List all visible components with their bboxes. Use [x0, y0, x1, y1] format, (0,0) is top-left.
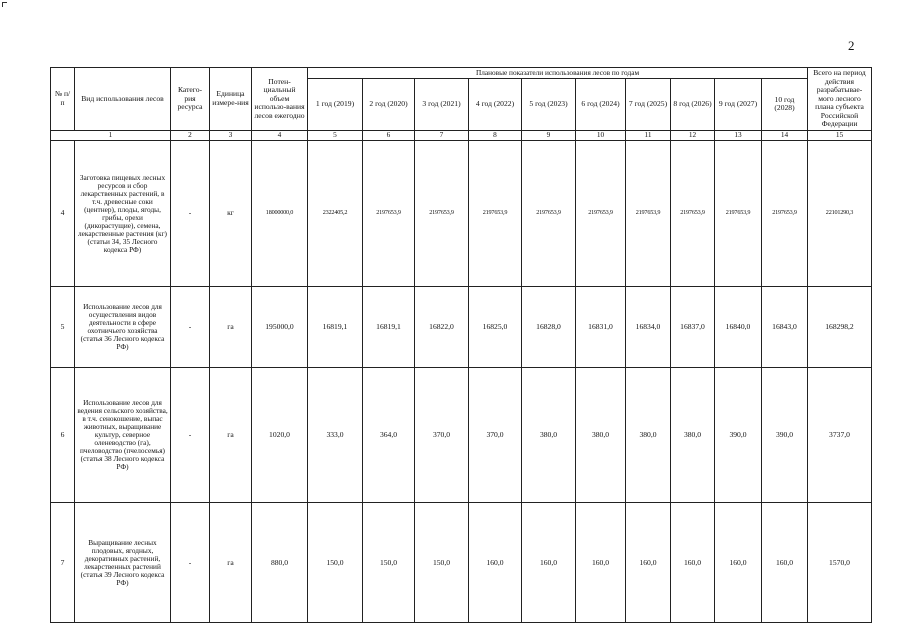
column-number: 6 [363, 130, 415, 140]
column-number: 3 [210, 130, 252, 140]
row-year-value: 16825,0 [469, 287, 522, 367]
page-number: 2 [848, 38, 855, 53]
row-year-value: 2322405,2 [308, 140, 363, 287]
row-potential: 18000000,0 [252, 140, 308, 287]
header-row-1 [51, 68, 872, 79]
row-year-value: 364,0 [363, 367, 415, 503]
header-total: Всего на период действия разрабатывае-мого лесного плана субъекта Российской Федерации [808, 68, 872, 131]
header-year: 4 год (2022) [469, 79, 522, 130]
row-unit: га [210, 367, 252, 503]
row-use-kind: Использование лесов для осуществления видов деятельности в сфере охотничьего хозяйства (статья 36 Лесного кодекса РФ) [75, 287, 171, 367]
row-year-value: 390,0 [715, 367, 762, 503]
row-year-value: 333,0 [308, 367, 363, 503]
table-row [51, 367, 872, 503]
row-year-value: 160,0 [626, 503, 671, 623]
table-row [51, 140, 872, 287]
column-number-row [51, 130, 872, 140]
row-use-kind: Выращивание лесных плодовых, ягодных, декоративных растений, лекарственных растений (статья 39 Лесного кодекса РФ) [75, 503, 171, 623]
row-year-value: 2197653,9 [626, 140, 671, 287]
row-year-value: 16819,1 [308, 287, 363, 367]
row-total: 22101290,3 [808, 140, 872, 287]
row-year-value: 2197653,9 [522, 140, 576, 287]
header-potential: Потен-циальный объем использо-вания лесов ежегодно [252, 68, 308, 131]
row-total: 168298,2 [808, 287, 872, 367]
row-year-value: 150,0 [308, 503, 363, 623]
row-year-value: 2197653,9 [363, 140, 415, 287]
row-total: 1570,0 [808, 503, 872, 623]
row-year-value: 380,0 [671, 367, 715, 503]
row-num: 7 [51, 503, 75, 623]
row-year-value: 370,0 [415, 367, 469, 503]
row-year-value: 2197653,9 [715, 140, 762, 287]
forest-use-plan-table [50, 67, 872, 623]
row-year-value: 2197653,9 [469, 140, 522, 287]
column-number: 13 [715, 130, 762, 140]
row-year-value: 160,0 [671, 503, 715, 623]
header-year: 5 год (2023) [522, 79, 576, 130]
header-plan-group: Плановые показатели использования лесов по годам [308, 68, 808, 79]
row-category: - [171, 140, 210, 287]
header-year: 8 год (2026) [671, 79, 715, 130]
header-year: 2 год (2020) [363, 79, 415, 130]
row-year-value: 160,0 [522, 503, 576, 623]
row-year-value: 16819,1 [363, 287, 415, 367]
row-category: - [171, 367, 210, 503]
row-num: 6 [51, 367, 75, 503]
row-year-value: 16840,0 [715, 287, 762, 367]
column-number: 14 [762, 130, 808, 140]
row-use-kind: Использование лесов для ведения сельского хозяйства, в т.ч. сенокошение, выпас животных, выращивание культур, северное оленеводство (га), пчеловодство (пчелосемья) (статья 38 Лесного кодекса РФ) [75, 367, 171, 503]
row-year-value: 16831,0 [576, 287, 626, 367]
header-year: 10 год (2028) [762, 79, 808, 130]
column-number: 1 [51, 130, 171, 140]
column-number: 11 [626, 130, 671, 140]
row-year-value: 160,0 [469, 503, 522, 623]
row-year-value: 150,0 [363, 503, 415, 623]
row-unit: га [210, 503, 252, 623]
row-year-value: 160,0 [576, 503, 626, 623]
row-year-value: 380,0 [576, 367, 626, 503]
row-potential: 880,0 [252, 503, 308, 623]
header-year: 9 год (2027) [715, 79, 762, 130]
row-use-kind: Заготовка пищевых лесных ресурсов и сбор лекарственных растений, в т.ч. древесные соки (центнер), плоды, ягоды, грибы, орехи (дикорастущие), семена, лекарственные растения (кг) (статьи 34, 35 Лесного кодекса РФ) [75, 140, 171, 287]
column-number: 8 [469, 130, 522, 140]
column-number: 7 [415, 130, 469, 140]
row-year-value: 2197653,9 [671, 140, 715, 287]
row-year-value: 160,0 [762, 503, 808, 623]
column-number: 4 [252, 130, 308, 140]
row-year-value: 2197653,9 [576, 140, 626, 287]
row-unit: га [210, 287, 252, 367]
row-category: - [171, 503, 210, 623]
row-year-value: 380,0 [626, 367, 671, 503]
row-potential: 195000,0 [252, 287, 308, 367]
header-year: 3 год (2021) [415, 79, 469, 130]
header-year: 7 год (2025) [626, 79, 671, 130]
table-row [51, 287, 872, 367]
row-total: 3737,0 [808, 367, 872, 503]
row-potential: 1020,0 [252, 367, 308, 503]
column-number: 2 [171, 130, 210, 140]
column-number: 5 [308, 130, 363, 140]
column-number: 10 [576, 130, 626, 140]
column-number: 12 [671, 130, 715, 140]
row-year-value: 16843,0 [762, 287, 808, 367]
header-num: № п/п [51, 68, 75, 131]
header-year: 1 год (2019) [308, 79, 363, 130]
row-year-value: 380,0 [522, 367, 576, 503]
header-use-kind: Вид использования лесов [75, 68, 171, 131]
header-year: 6 год (2024) [576, 79, 626, 130]
row-year-value: 16828,0 [522, 287, 576, 367]
header-unit: Единица измере-ния [210, 68, 252, 131]
header-category: Катего-рия ресурса [171, 68, 210, 131]
column-number: 9 [522, 130, 576, 140]
row-year-value: 16822,0 [415, 287, 469, 367]
row-year-value: 2197653,9 [415, 140, 469, 287]
row-year-value: 160,0 [715, 503, 762, 623]
table-row [51, 503, 872, 623]
row-num: 4 [51, 140, 75, 287]
row-year-value: 370,0 [469, 367, 522, 503]
column-number: 15 [808, 130, 872, 140]
row-year-value: 390,0 [762, 367, 808, 503]
scan-corner-mark [2, 2, 7, 7]
row-unit: кг [210, 140, 252, 287]
row-num: 5 [51, 287, 75, 367]
row-year-value: 150,0 [415, 503, 469, 623]
row-year-value: 16837,0 [671, 287, 715, 367]
row-year-value: 2197653,9 [762, 140, 808, 287]
row-year-value: 16834,0 [626, 287, 671, 367]
row-category: - [171, 287, 210, 367]
